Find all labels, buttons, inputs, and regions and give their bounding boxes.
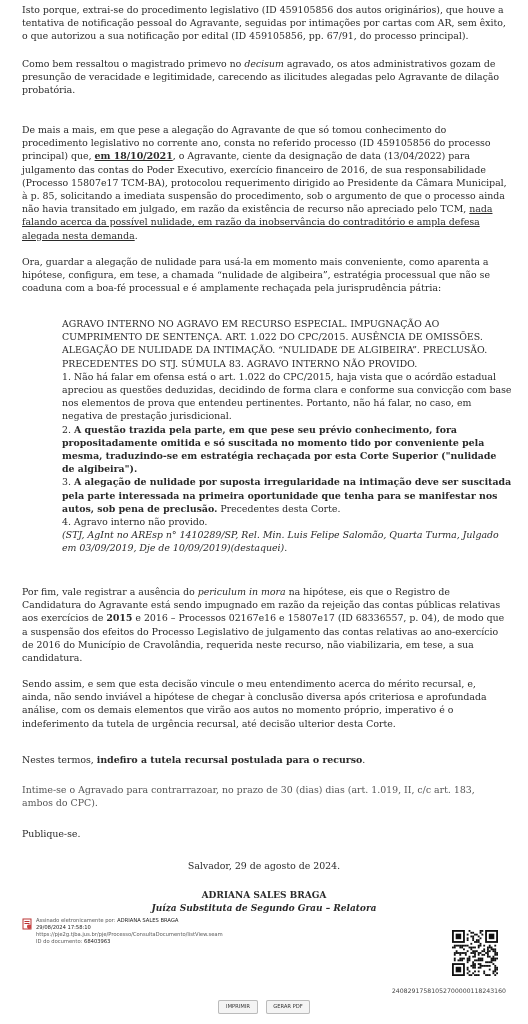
quote-item-2: 2. A questão trazida pela parte, em que pese seu prévio conhecimento, fora propositadamente omitida e só suscitada no momento tido por conveniente pela mesma, traduzindo-se em estratégia rechaçada por esta Corte Superior ("nulidade de algibeira"). xyxy=(62,424,497,476)
paragraph-text: De mais a mais, em que pese a alegação do Agravante de que só tomou conhecimento do procedimento legislativo no corrente ano, consta no referido processo (ID 459105856 do processo principal) que, em 18/10/2021, o Agravante, ciente da designação de data (13/04/2022) para julgamento das contas do Poder Executivo, exercício financeiro de 2016, de sua responsabilidade (Processo 15807e17 TCM-BA), protocolou requerimento dirigido ao Presidente da Câmara Municipal, à p. 85, solicitando a imediata suspensão do procedimento, sob o argumento de que o processo ainda não havia transitado em julgado, em razão da existência de recurso não apreciado pelo TCM, nada falando acerca da possível nulidade, em razão da inobservância do contraditório e ampla defesa alegada nesta demanda. xyxy=(22,125,507,242)
paragraph-decisum xyxy=(22,58,508,98)
paragraph-decision xyxy=(22,754,508,767)
quote-item-4: 4. Agravo interno não provido. xyxy=(62,517,208,529)
signature-block xyxy=(0,860,528,873)
document-code: 24082917581052700000118243160 xyxy=(391,988,506,995)
signed-by-line: Assinado eletronicamente por: ADRIANA SALES BRAGA xyxy=(36,918,179,924)
paragraph-notification xyxy=(22,4,508,44)
signer-name: ADRIANA SALES BRAGA xyxy=(201,891,327,901)
paragraph-periculum xyxy=(22,586,508,665)
paragraph-conclusion xyxy=(22,678,508,731)
paragraph-knowledge xyxy=(22,124,508,243)
signature-name-block xyxy=(0,890,528,916)
signed-datetime: 29/08/2024 17:58:10 xyxy=(36,925,91,931)
paragraph-text: Intime-se o Agravado para contrarrazoar, no prazo de 30 (dias) dias (art. 1.019, II, c/c art. 183, ambos do CPC). xyxy=(22,785,475,810)
paragraph-intimation xyxy=(22,784,508,810)
quote-item-1: 1. Não há falar em ofensa está o art. 1.022 do CPC/2015, haja vista que o acórdão estadual apreciou as questões deduzidas, decidindo de forma clara e conforme sua convicção com base nos elementos de prova que entendeu pertinentes. Portanto, não há falar, no caso, em negativa de prestação jurisdicional. xyxy=(62,371,512,423)
qr-code-icon xyxy=(452,930,498,976)
quote-item-3: 3. A alegação de nulidade por suposta irregularidade na intimação deve ser suscitada pela parte interessada na primeira oportunidade que tenha para se manifestar nos autos, sob pena de preclusão. Precedentes desta Corte. xyxy=(62,477,512,515)
paragraph-text: Nestes termos, indefiro a tutela recursal postulada para o recurso. xyxy=(22,755,366,766)
paragraph-text: Como bem ressaltou o magistrado primevo no decisum agravado, os atos administrativos gozam de presunção de veracidade e legitimidade, carecendo as ilicitudes alegadas pelo Agravante de dilação probatória. xyxy=(22,59,500,97)
paragraph-text: Sendo assim, e sem que esta decisão vincule o meu entendimento acerca do mérito recursal, e, ainda, não sendo inviável a hipótese de chegar à conclusão diversa após criteriosa e aprofundada análise, com os demais elementos que virão aos autos no momento próprio, imperativo é o indeferimento da tutela de urgência recursal, até decisão ulterior desta Corte. xyxy=(22,679,487,730)
paragraph-text: Publique-se. xyxy=(22,829,81,840)
paragraph-publish xyxy=(22,828,508,841)
signed-document-icon xyxy=(22,918,33,930)
place-date: Salvador, 29 de agosto de 2024. xyxy=(187,861,341,872)
quote-ementa: AGRAVO INTERNO NO AGRAVO EM RECURSO ESPECIAL. IMPUGNAÇÃO AO CUMPRIMENTO DE SENTENÇA. ART. 1.022 DO CPC/2015. AUSÊNCIA DE OMISSÕES. ALEGAÇÃO DE NULIDADE DA INTIMAÇÃO. “NULIDADE DE ALGIBEIRA”. PRECLUSÃO. PRECEDENTES DO STJ. SÚMULA 83. AGRAVO INTERNO NÃO PROVIDO. xyxy=(62,319,488,370)
generate-pdf-button[interactable]: GERAR PDF xyxy=(266,1000,310,1014)
stamp-text xyxy=(36,918,223,946)
quote-citation: (STJ, AgInt no AREsp n° 1410289/SP, Rel. Min. Luis Felipe Salomão, Quarta Turma, Julgado em 03/09/2019, Dje de 10/09/2019)(destaquei). xyxy=(62,530,499,555)
doc-id-line: ID do documento: 68403963 xyxy=(36,939,111,945)
consult-url[interactable]: https://pje2g.tjba.jus.br/pje/Processo/ConsultaDocumento/listView.seam xyxy=(36,932,223,938)
paragraph-text: Isto porque, extrai-se do procedimento legislativo (ID 459105856 dos autos originários), que houve a tentativa de notificação pessoal do Agravante, seguidas por intimações por cartas com AR, sem êxito, o que autorizou a sua notificação por edital (ID 459105856, pp. 67/91, do processo principal). xyxy=(22,5,506,43)
print-button[interactable]: IMPRIMIR xyxy=(218,1000,258,1014)
signer-role: Juíza Substituta de Segundo Grau – Relatora xyxy=(151,904,377,915)
jurisprudence-quote xyxy=(62,318,512,556)
paragraph-text: Ora, guardar a alegação de nulidade para usá-la em momento mais conveniente, como aparenta a hipótese, configura, em tese, a chamada “nulidade de algibeira”, estratégia processual que não se coaduna com a boa-fé processual e é amplamente rechaçada pela jurisprudência pátria: xyxy=(22,257,491,295)
paragraph-algibeira xyxy=(22,256,508,296)
paragraph-text: Por fim, vale registrar a ausência do periculum in mora na hipótese, eis que o Registro de Candidatura do Agravante está sendo impugnado em razão da rejeição das contas públicas relativas aos exercícios de 2015 e 2016 – Processos 02167e16 e 15807e17 (ID 68336557, p. 04), de modo que a suspensão dos efeitos do Processo Legislativo de julgamento das contas relativas ao ano-exercício de 2016 do Município de Cravolândia, requerida neste recurso, não viabilizaria, em tese, a sua candidatura. xyxy=(22,587,505,665)
